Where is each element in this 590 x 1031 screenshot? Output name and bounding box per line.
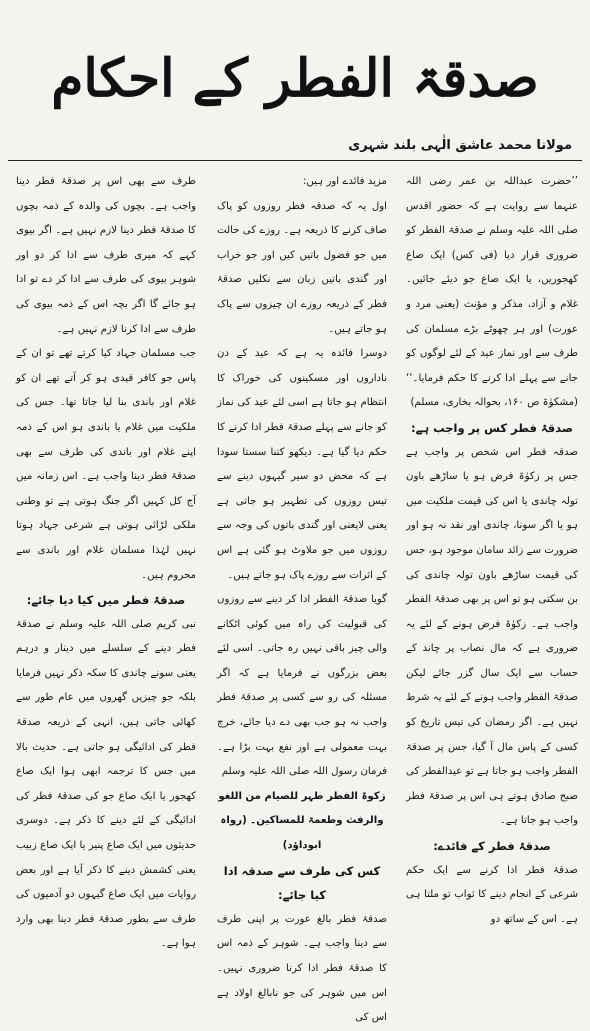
paragraph: گویا صدقۃ الفطر ادا کر دینے سے روزوں کی قبولیت کی راہ میں کوئی اٹکانے والی چیز باقی نہیں رہ جاتی۔ اسی لئے بعض بزرگوں نے فرمایا ہے کہ اگر مسئلہ کی رو سے کسی پر صدقۂ فطر واجب نہ ہو جب بھی دے دیا جائے، خرچ بہت معمولی ہے اور نفع بہت بڑا ہے۔ فرمان رسول اللہ صلی اللہ علیہ وسلم: [217, 594, 387, 778]
column-left: [16, 170, 196, 950]
paragraph: مزید فائدے اور ہیں:: [302, 176, 387, 187]
section-heading: صدقۂ فطر کس پر واجب ہے:: [411, 420, 573, 435]
paragraph: اول یہ کہ صدقہ فطر روزوں کو پاک صاف کرنے کا ذریعہ ہے۔ روزے کی حالت میں جو فضول باتیں کیں اور جو خراب اور گندی باتیں زبان سے نکلیں صدقۂ فطر کے ذریعہ روزے ان چیزوں سے پاک ہو جاتے ہیں۔: [217, 200, 387, 335]
paragraph: ’’حضرت عبداللہ بن عمر رضی اللہ عنہما سے روایت ہے کہ حضور اقدس صلی اللہ علیہ وسلم نے صدقۃ الفطر کو ضروری قرار دیا (فی کس) ایک صاع کھجوریں، یا ایک صاع جو دیئے جائیں۔ غلام و آزاد، مذکر و مؤنث (یعنی مرد و عورت) اور ہر چھوٹے بڑے مسلمان کی طرف سے اور نماز عید کے لئے لوگوں کو جانے سے پہلے ادا کرنے کا حکم فرمایا۔‘‘ (مشکوٰۃ ص ۱۶۰، بحوالہ بخاری، مسلم): [406, 176, 578, 409]
paragraph: نبی کریم صلی اللہ علیہ وسلم نے صدقۂ فطر دینے کے سلسلے میں دینار و درہم یعنی سونے چاندی کا سکہ ذکر نہیں فرمایا بلکہ جو چیزیں گھروں میں عام طور سے کھائی جاتی ہیں، انہی کے ذریعہ صدقۂ فطر کی ادائیگی ہو جاتی ہے۔ حدیث بالا میں جس کا ترجمہ ابھی ہوا ایک صاع کھجور یا ایک صاع جو کی صدقۂ فطر کی ادائیگی کے لئے دینے کا ذکر ہے۔ دوسری حدیثوں میں ایک صاع پنیر یا ایک صاع زبیب یعنی کشمش دینے کا ذکر آیا ہے اور بعض روایات میں ایک صاع گیہوں دو آدمیوں کی طرف سے بطور صدقۂ فطر دینا بھی وارد ہوا ہے۔: [16, 618, 196, 950]
paragraph: دوسرا فائدہ یہ ہے کہ عید کے دن ناداروں اور مسکینوں کی خوراک کا انتظام ہو جاتا ہے اسی لئے عید کی نماز کو جانے سے پہلے صدقۂ فطر ادا کرنے کا حکم دیا گیا ہے۔ دیکھو کتنا سستا سودا ہے کہ محض دو سیر گیہوں دینے سے تیس روزوں کی تطہیر ہو جاتی ہے یعنی لایعنی اور گندی باتوں کی وجہ سے روزوں میں جو ملاوٹ ہو گئی ہے اس کے اثرات سے روزے پاک ہو جاتے ہیں۔: [217, 348, 387, 581]
paragraph: صدقۂ فطر ادا کرنے سے ایک حکم شرعی کے انجام دینے کا ثواب تو ملتا ہی ہے۔ اس کے ساتھ دو: [406, 864, 578, 925]
paragraph: صدقۂ فطر بالغ عورت پر اپنی طرف سے دینا واجب ہے۔ شوہر کے ذمہ اس کا صدقۂ فطر ادا کرنا ضروری نہیں۔ اس میں شوہر کی جو نابالغ اولاد ہے اس کی: [217, 913, 387, 1024]
author-name: مولانا محمد عاشق الٰہی بلند شہری: [348, 138, 572, 153]
section-heading: صدقۂ فطر کے فائدے:: [433, 839, 551, 854]
article-title: صدقۃ الفطر کے احکام: [51, 48, 539, 109]
paragraph: جب مسلمان جہاد کیا کرتے تھے تو ان کے پاس جو کافر قیدی ہو کر آتے تھے ان کو غلام اور باندی بنا لیا جاتا تھا۔ جس کی ملکیت میں غلام یا باندی ہو اس کے ذمہ اپنے غلام اور باندی کی طرف سے بھی صدقۂ فطر دینا واجب ہے۔ اس زمانہ میں آج کل کہیں اگر جنگ ہوتی ہے تو وطنی ملکی لڑائی ہوتی ہے شرعی جہاد ہوتا نہیں لہٰذا مسلمان غلام اور باندی سے محروم ہیں۔: [16, 348, 196, 581]
column-middle: [217, 170, 387, 1024]
paragraph: صدقہ فطر اس شخص پر واجب ہے جس پر زکوٰۃ فرض ہو یا ساڑھے باون تولہ چاندی یا اس کی قیمت ملکیت میں ہو یا اگر سونا، چاندی اور نقد نہ ہو اور ضرورت سے زائد سامان موجود ہو، جس کی قیمت ساڑھے باون تولہ چاندی کی بن سکتی ہو تو اس پر بھی صدقۂ الفطر واجب ہے۔ زکوٰۃ فرض ہونے کے لئے یہ ضروری ہے کہ مال نصاب پر چاند کے حساب سے ایک سال گزر جائے لیکن صدقۃ الفطر واجب ہونے کے لئے یہ شرط نہیں ہے۔ اگر رمضان کی تیس تاریخ کو کسی کے پاس مال آ گیا، جس پر صدقۃ الفطر واجب ہو جاتا ہے تو عیدالفطر کی صبح صادق ہوتے ہی اس پر صدقۂ فطر واجب ہو جاتا ہے۔: [405, 446, 578, 827]
section-heading: صدقۂ فطر میں کیا دیا جائے:: [26, 593, 186, 608]
header-divider: [8, 160, 582, 161]
paragraph: طرف سے بھی اس پر صدقۂ فطر دینا واجب ہے۔ بچوں کی والدہ کے ذمہ بچوں کا صدقۂ فطر دینا لازم نہیں ہے۔ اگر بیوی کہے کہ میری طرف سے ادا کر دو اور شوہر بیوی کی طرف سے ادا کر دے تو ادا ہو جائے گا اگر بچہ اس کے ذمہ بیوی کی طرف سے ادا کرنا لازم نہیں ہے۔: [16, 176, 196, 335]
section-heading: کس کی طرف سے صدقہ ادا کیا جائے:: [223, 863, 381, 903]
column-right: [405, 170, 578, 925]
arabic-quote: زکوۃ الفطر طہر للصیام من اللغو والرفث وطعمۃ للمساکین۔ (رواہ ابوداؤد): [218, 790, 386, 852]
